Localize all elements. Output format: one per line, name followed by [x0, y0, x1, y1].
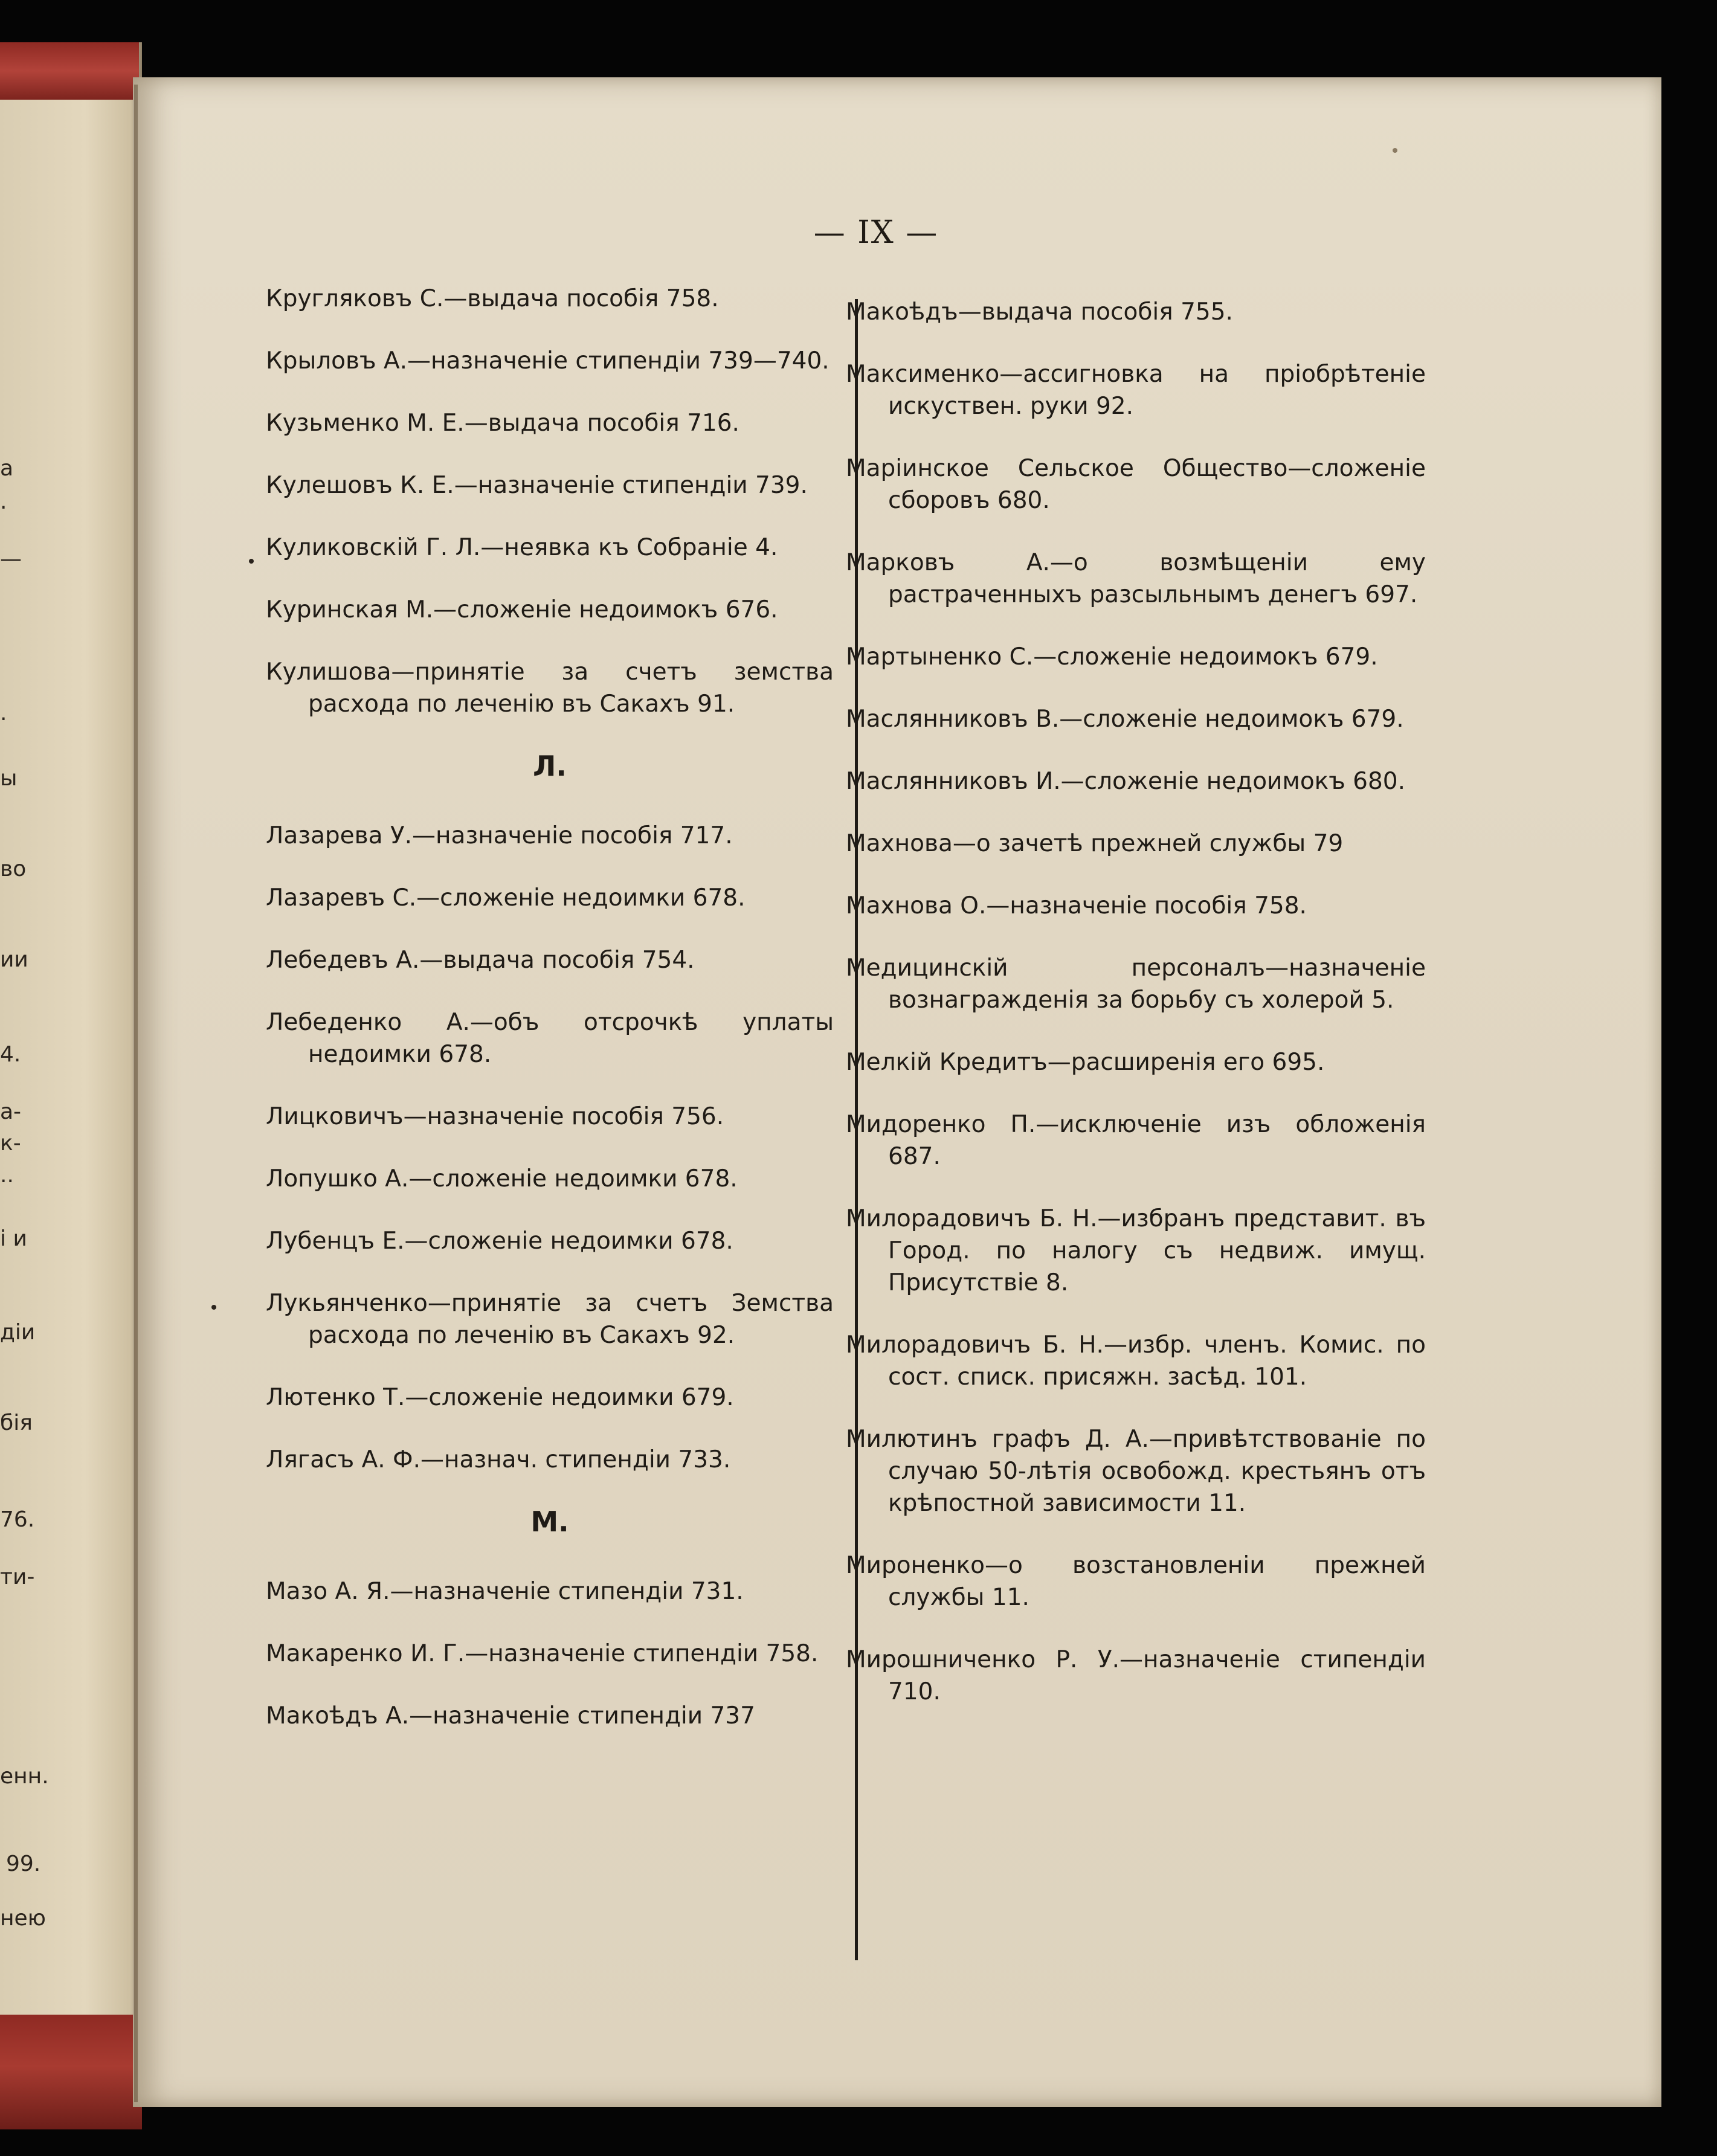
- fragment: .: [0, 701, 7, 726]
- index-entry: Махнова—о зачетѣ прежней службы 79: [846, 830, 1344, 857]
- section-letter-m: М.: [530, 1505, 569, 1538]
- index-entry: Марковъ А.—о возмѣщеніи ему растраченныхъ разсыльнымъ денегъ 697.: [846, 549, 1426, 608]
- index-entry: Мидоренко П.—исключеніе изъ обложенія 687.: [846, 1111, 1426, 1170]
- index-entry: Крыловъ А.—назначеніе стипендіи 739—740.: [266, 347, 830, 375]
- index-entry: Макоѣдъ А.—назначеніе стипендіи 737: [266, 1702, 755, 1730]
- index-entry: Лягасъ А. Ф.—назнач. стипендіи 733.: [266, 1446, 731, 1473]
- fragment: ти-: [0, 1565, 35, 1589]
- index-entry: Маслянниковъ И.—сложеніе недоимокъ 680.: [846, 768, 1406, 795]
- index-entry: Макаренко И. Г.—назначеніе стипендіи 758.: [266, 1640, 819, 1667]
- fragment: .: [0, 489, 7, 514]
- fragment: ы: [0, 766, 18, 791]
- index-entry: Лицковичъ—назначеніе пособія 756.: [266, 1103, 724, 1130]
- fragment: 76.: [0, 1507, 35, 1532]
- fragment: енн.: [0, 1764, 49, 1789]
- page-number: — IX —: [813, 214, 939, 251]
- index-entry: Мартыненко С.—сложеніе недоимокъ 679.: [846, 643, 1378, 671]
- section-letter-l: Л.: [533, 750, 567, 782]
- index-entry: Куринская М.—сложеніе недоимокъ 676.: [266, 596, 778, 623]
- fragment: 4.: [0, 1042, 21, 1067]
- fragment: ии: [0, 947, 28, 972]
- index-entry: Лопушко А.—сложеніе недоимки 678.: [266, 1165, 738, 1192]
- ink-speck: [211, 1305, 216, 1310]
- fragment: —: [0, 547, 22, 571]
- fragment: 99.: [6, 1852, 41, 1876]
- index-entry: Лютенко Т.—сложеніе недоимки 679.: [266, 1384, 734, 1411]
- index-entry: Мелкій Кредитъ—расширенія его 695.: [846, 1049, 1325, 1076]
- fragment: а-: [0, 1099, 22, 1124]
- index-entry: Милорадовичъ Б. Н.—избр. членъ. Комис. по сост. списк. присяжн. засѣд. 101.: [846, 1331, 1426, 1391]
- index-entry: Милютинъ графъ Д. А.—привѣтствованіе по случаю 50-лѣтія освобожд. крестьянъ отъ крѣпостной зависимости 11.: [846, 1426, 1426, 1517]
- index-entry: Мирошниченко Р. У.—назначеніе стипендіи 710.: [846, 1646, 1426, 1705]
- fragment: во: [0, 857, 27, 881]
- index-entry: Лебеденко А.—объ отсрочкѣ уплаты недоимки 678.: [266, 1009, 834, 1068]
- previous-page-text-fragments: [0, 0, 142, 2156]
- ink-speck: [1393, 148, 1397, 153]
- fragment: ..: [0, 1163, 14, 1188]
- index-entry: Маріинское Сельское Общество—сложеніе сборовъ 680.: [846, 455, 1426, 514]
- fragment: к-: [0, 1131, 21, 1156]
- index-entry: Мазо А. Я.—назначеніе стипендіи 731.: [266, 1578, 744, 1605]
- index-column-right: [846, 296, 1426, 1738]
- index-entry: Медицинскій персоналъ—назначеніе вознагражденія за борьбу съ холерой 5.: [846, 954, 1426, 1014]
- fragment: бія: [0, 1411, 33, 1435]
- index-entry: Маслянниковъ В.—сложеніе недоимокъ 679.: [846, 706, 1404, 733]
- index-entry: Милорадовичъ Б. Н.—избранъ представит. въ Город. по налогу съ недвиж. имущ. Присутствіе 8.: [846, 1205, 1426, 1296]
- fragment: нею: [0, 1906, 46, 1931]
- index-entry: Лукьянченко—принятіе за счетъ Земства расхода по леченію въ Сакахъ 92.: [266, 1290, 834, 1349]
- index-entry: Лубенцъ Е.—сложеніе недоимки 678.: [266, 1228, 733, 1255]
- index-entry: Мироненко—о возстановленіи прежней службы 11.: [846, 1552, 1426, 1611]
- index-entry: Кулишова—принятіе за счетъ земства расхода по леченію въ Сакахъ 91.: [266, 658, 834, 718]
- fragment: дiи: [0, 1320, 36, 1345]
- index-entry: Макоѣдъ—выдача пособія 755.: [846, 298, 1233, 326]
- index-column-left: [266, 283, 834, 1762]
- index-entry: Кругляковъ С.—выдача пособія 758.: [266, 285, 719, 312]
- index-entry: Лебедевъ А.—выдача пособія 754.: [266, 947, 695, 974]
- index-entry: Максименко—ассигновка на пріобрѣтеніе искуствен. руки 92.: [846, 361, 1426, 420]
- index-entry: Куликовскій Г. Л.—неявка къ Собраніе 4.: [266, 534, 778, 561]
- ink-speck: [249, 559, 254, 564]
- index-entry: Махнова О.—назначеніе пособія 758.: [846, 892, 1307, 919]
- index-entry: Кузьменко М. Е.—выдача пособія 716.: [266, 410, 739, 437]
- page-gutter-shadow: [134, 85, 138, 2102]
- fragment: а: [0, 456, 14, 481]
- index-entry: Кулешовъ К. Е.—назначеніе стипендіи 739.: [266, 472, 808, 499]
- fragment: і и: [0, 1226, 27, 1251]
- index-entry: Лазаревъ С.—сложеніе недоимки 678.: [266, 884, 746, 912]
- index-entry: Лазарева У.—назначеніе пособія 717.: [266, 822, 733, 849]
